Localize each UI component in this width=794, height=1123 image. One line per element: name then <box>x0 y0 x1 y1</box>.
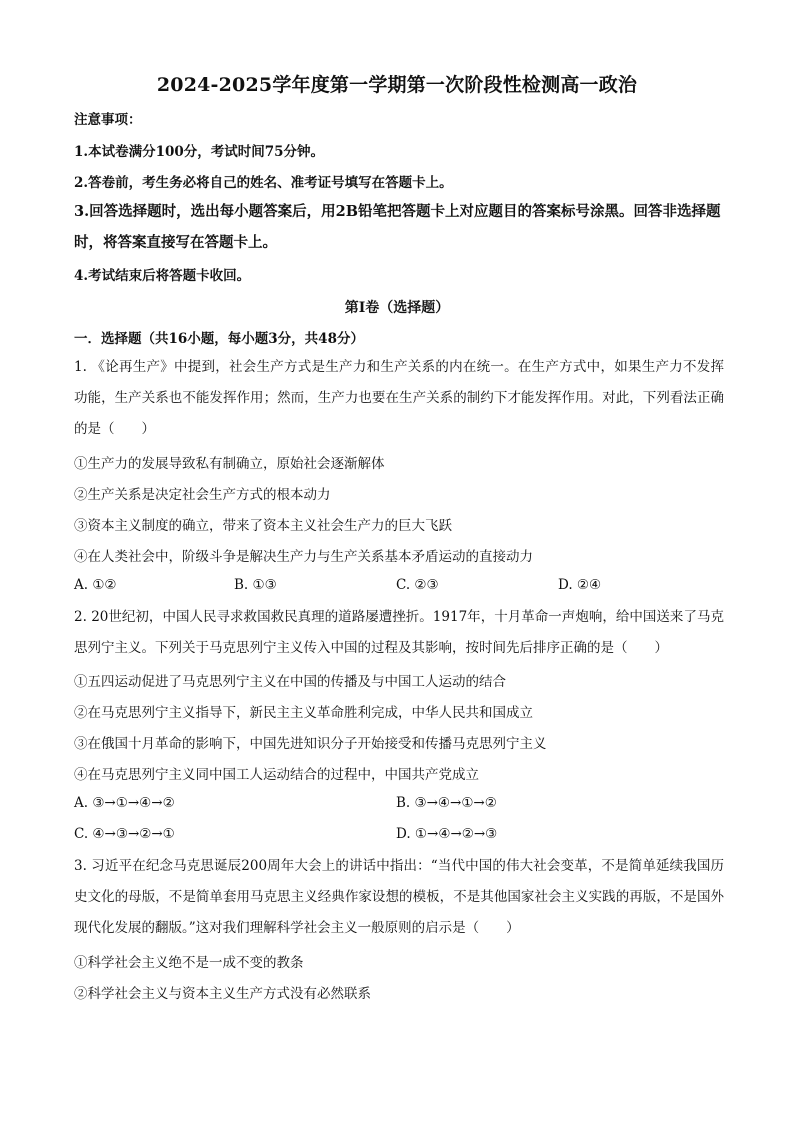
question-2-option-d[interactable]: D. ①→④→②→③ <box>396 826 498 842</box>
part-title: 第Ⅰ卷（选择题） <box>344 300 450 316</box>
question-1-option-a[interactable]: A. ①② <box>74 577 117 593</box>
question-1-item-4: ④在人类社会中，阶级斗争是解决生产力与生产关系基本矛盾运动的直接动力 <box>74 549 533 565</box>
question-1-item-2: ②生产关系是决定社会生产方式的根本动力 <box>74 487 331 503</box>
exam-title: 2024-2025学年度第一学期第一次阶段性检测高一政治 <box>156 74 638 96</box>
question-2-item-2: ②在马克思列宁主义指导下，新民主主义革命胜利完成，中华人民共和国成立 <box>74 705 533 721</box>
section-title: 一．选择题（共16小题，每小题3分，共48分） <box>74 331 364 347</box>
notice-item-4: 4.考试结束后将答题卡收回。 <box>74 268 251 284</box>
question-3-item-2: ②科学社会主义与资本主义生产方式没有必然联系 <box>74 986 371 1002</box>
question-1-option-b[interactable]: B. ①③ <box>234 577 277 593</box>
question-1-item-3: ③资本主义制度的确立，带来了资本主义社会生产力的巨大飞跃 <box>74 518 452 534</box>
question-2-item-1: ①五四运动促进了马克思列宁主义在中国的传播及与中国工人运动的结合 <box>74 674 506 690</box>
notice-item-1: 1.本试卷满分100分，考试时间75分钟。 <box>74 144 325 160</box>
question-2-item-4: ④在马克思列宁主义同中国工人运动结合的过程中，中国共产党成立 <box>74 767 479 783</box>
question-2-stem: 2. 20世纪初，中国人民寻求救国救民真理的道路屡遭挫折。1917年，十月革命一声炮响，给中国送来了马克思列宁主义。下列关于马克思列宁主义传入中国的过程及其影响，按时间先后排序正确的是（ ） <box>74 609 724 656</box>
question-1-item-1: ①生产力的发展导致私有制确立，原始社会逐渐解体 <box>74 456 385 472</box>
notice-heading: 注意事项： <box>74 112 142 128</box>
question-2-option-a[interactable]: A. ③→①→④→② <box>74 795 175 811</box>
question-2-item-3: ③在俄国十月革命的影响下，中国先进知识分子开始接受和传播马克思列宁主义 <box>74 736 547 752</box>
question-1-option-d[interactable]: D. ②④ <box>558 577 602 593</box>
notice-item-2: 2.答卷前，考生务必将自己的姓名、准考证号填写在答题卡上。 <box>74 175 453 191</box>
question-1-stem: 1. 《论再生产》中提到，社会生产方式是生产力和生产关系的内在统一。在生产方式中，如果生产力不发挥功能，生产关系也不能发挥作用；然而，生产力也要在生产关系的制约下才能发挥作用。对此，下列看法正确的是（ ） <box>74 359 724 437</box>
question-3-stem: 3. 习近平在纪念马克思诞辰200周年大会上的讲话中指出：“当代中国的伟大社会变革，不是简单延续我国历史文化的母版，不是简单套用马克思主义经典作家设想的模板，不是其他国家社会主义实践的再版，不是国外现代化发展的翻版。”这对我们理解科学社会主义一般原则的启示是（ ） <box>74 858 724 936</box>
notice-item-3: 3.回答选择题时，选出每小题答案后，用2B铅笔把答题卡上对应题目的答案标号涂黑。回答非选择题时，将答案直接写在答题卡上。 <box>74 203 721 251</box>
question-2-option-c[interactable]: C. ④→③→②→① <box>74 826 175 842</box>
question-2-option-b[interactable]: B. ③→④→①→② <box>396 795 497 811</box>
question-3-item-1: ①科学社会主义绝不是一成不变的教条 <box>74 955 304 971</box>
question-1-option-c[interactable]: C. ②③ <box>396 577 439 593</box>
